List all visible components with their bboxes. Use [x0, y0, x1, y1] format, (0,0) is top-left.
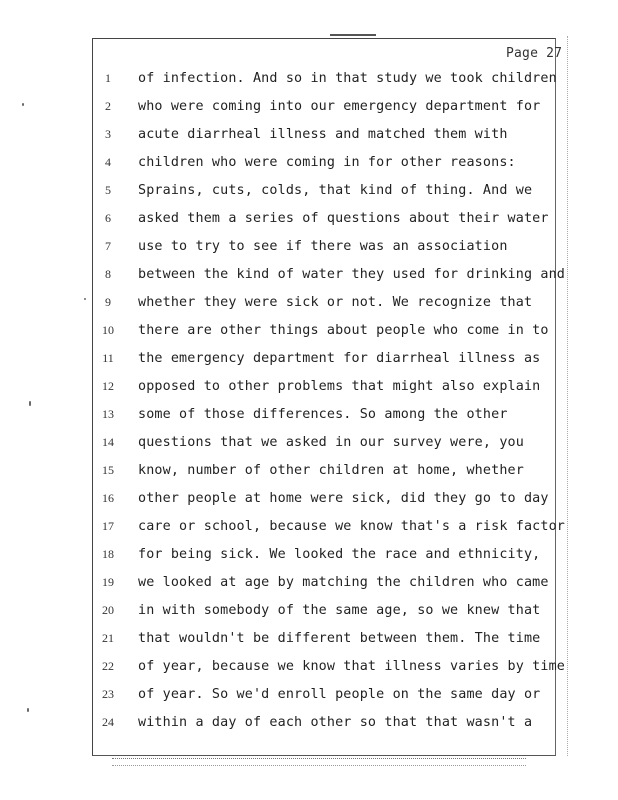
scan-speck	[84, 298, 86, 300]
transcript-line	[0, 127, 618, 149]
line-text: in with somebody of the same age, so we knew that	[138, 603, 541, 618]
line-text: use to try to see if there was an association	[138, 239, 508, 254]
transcript-line	[0, 295, 618, 317]
transcript-line	[0, 155, 618, 177]
transcript-line	[0, 603, 618, 625]
line-number: 19	[102, 575, 114, 589]
line-text: between the kind of water they used for drinking and	[138, 267, 566, 282]
line-number: 18	[102, 547, 114, 561]
transcript-line	[0, 687, 618, 709]
line-number: 15	[102, 463, 114, 477]
line-text: children who were coming in for other reasons:	[138, 155, 516, 170]
transcript-line	[0, 575, 618, 597]
scan-speck	[27, 708, 29, 712]
line-number: 12	[102, 379, 114, 393]
line-number: 24	[102, 715, 114, 729]
line-text: of infection. And so in that study we took children	[138, 71, 557, 86]
line-text: asked them a series of questions about their water	[138, 211, 549, 226]
transcript-line	[0, 99, 618, 121]
line-text: within a day of each other so that that wasn't a	[138, 715, 533, 730]
line-text: who were coming into our emergency department for	[138, 99, 541, 114]
scan-speck	[22, 103, 24, 106]
line-number: 17	[102, 519, 114, 533]
line-text: know, number of other children at home, whether	[138, 463, 524, 478]
transcript-line	[0, 239, 618, 261]
line-number: 3	[105, 127, 111, 141]
transcript-line	[0, 211, 618, 233]
line-text: the emergency department for diarrheal illness as	[138, 351, 541, 366]
line-text: of year, because we know that illness varies by time	[138, 659, 566, 674]
line-text: there are other things about people who come in to	[138, 323, 549, 338]
line-text: that wouldn't be different between them. The time	[138, 631, 541, 646]
transcript-line	[0, 379, 618, 401]
transcript-line	[0, 183, 618, 205]
transcript-line	[0, 71, 618, 93]
line-number: 20	[102, 603, 114, 617]
transcript-line	[0, 463, 618, 485]
line-number: 9	[105, 295, 111, 309]
transcript-line	[0, 323, 618, 345]
line-text: opposed to other problems that might also explain	[138, 379, 541, 394]
transcript-line	[0, 351, 618, 373]
line-number: 14	[102, 435, 114, 449]
line-number: 5	[105, 183, 111, 197]
scan-speck	[29, 401, 31, 406]
transcript-line	[0, 491, 618, 513]
line-text: some of those differences. So among the other	[138, 407, 508, 422]
line-number: 16	[102, 491, 114, 505]
line-text: care or school, because we know that's a risk factor	[138, 519, 566, 534]
scan-footer-noise	[112, 758, 526, 766]
line-number: 1	[105, 71, 111, 85]
page-number: Page 27	[506, 46, 563, 61]
line-text: whether they were sick or not. We recognize that	[138, 295, 533, 310]
line-number: 2	[105, 99, 111, 113]
line-text: acute diarrheal illness and matched them with	[138, 127, 508, 142]
transcript-line	[0, 659, 618, 681]
transcript-line	[0, 547, 618, 569]
line-number: 22	[102, 659, 114, 673]
transcript-line	[0, 715, 618, 737]
line-text: Sprains, cuts, colds, that kind of thing. And we	[138, 183, 533, 198]
line-number: 11	[102, 351, 114, 365]
line-text: other people at home were sick, did they go to day	[138, 491, 549, 506]
line-number: 23	[102, 687, 114, 701]
line-text: questions that we asked in our survey were, you	[138, 435, 524, 450]
line-number: 21	[102, 631, 114, 645]
line-number: 13	[102, 407, 114, 421]
line-number: 10	[102, 323, 114, 337]
transcript-line	[0, 407, 618, 429]
line-text: we looked at age by matching the children who came	[138, 575, 549, 590]
line-text: for being sick. We looked the race and ethnicity,	[138, 547, 541, 562]
line-number: 7	[105, 239, 111, 253]
transcript-line	[0, 631, 618, 653]
transcript-line	[0, 519, 618, 541]
transcript-line	[0, 435, 618, 457]
line-number: 6	[105, 211, 111, 225]
line-number: 4	[105, 155, 111, 169]
transcript-line	[0, 267, 618, 289]
line-text: of year. So we'd enroll people on the same day or	[138, 687, 541, 702]
line-number: 8	[105, 267, 111, 281]
